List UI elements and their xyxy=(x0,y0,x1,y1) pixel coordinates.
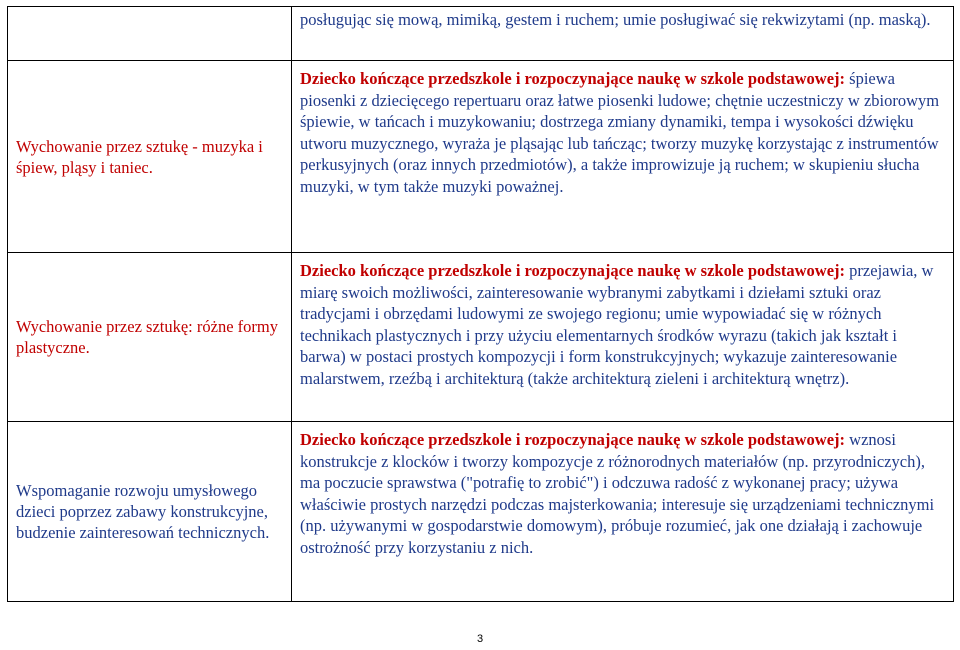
area-cell xyxy=(8,422,292,602)
table-row xyxy=(8,7,954,61)
content-cell xyxy=(292,7,954,61)
table-row xyxy=(8,253,954,422)
area-label: Wychowanie przez sztukę - muzyka i śpiew, pląsy i taniec. xyxy=(16,136,263,177)
content-body: śpiewa piosenki z dziecięcego repertuaru oraz łatwe piosenki ludowe; chętnie uczestniczy w zbiorowym śpiewie, w tańcach i muzykowaniu; dostrzega zmiany dynamiki, tempa i wysokości dźwięku utworu muzycznego, wyraża je pląsając lub tańcząc; tworzy muzykę korzystając z instrumentów perkusyjnych (oraz innych przedmiotów), a także improwizuje ją ruchem; w skupieniu słucha muzyki, w tym także muzyki poważnej. xyxy=(300,69,940,196)
table-row xyxy=(8,422,954,602)
content-body: posługując się mową, mimiką, gestem i ruchem; umie posługiwać się rekwizytami (np. maską). xyxy=(300,10,931,29)
content-cell xyxy=(292,253,954,422)
area-label: Wspomaganie rozwoju umysłowego dzieci poprzez zabawy konstrukcyjne, budzenie zainteresowań technicznych. xyxy=(16,481,270,542)
content-body: wznosi konstrukcje z klocków i tworzy kompozycje z różnorodnych materiałów (np. przyrodniczych), ma poczucie sprawstwa ("potrafię to zrobić") i odczuwa radość z wykonanej pracy; używa właściwie prostych narzędzi podczas majsterkowania; interesuje się urządzeniami technicznymi (np. używanymi w gospodarstwie domowym), próbuje rozumieć, jak one działają i zachowuje ostrożność przy korzystaniu z nich. xyxy=(300,430,935,557)
table-row xyxy=(8,61,954,253)
content-lead: Dziecko kończące przedszkole i rozpoczynające naukę w szkole podstawowej: xyxy=(300,261,846,280)
page-number: 3 xyxy=(476,633,484,645)
curriculum-table xyxy=(7,6,954,602)
content-cell xyxy=(292,422,954,602)
area-cell xyxy=(8,253,292,422)
content-cell xyxy=(292,61,954,253)
content-body: przejawia, w miarę swoich możliwości, zainteresowanie wybranymi zabytkami i dziełami sztuki oraz tradycjami i obrzędami ludowymi ze swojego regionu; umie wypowiadać się w różnych technikach plastycznych i przy użyciu elementarnych środków wyrazu (takich jak kształt i barwa) w postaci prostych kompozycji i form konstrukcyjnych; wykazuje zainteresowanie malarstwem, rzeźbą i architekturą (także architekturą zieleni i architekturą wnętrz). xyxy=(300,261,934,388)
area-cell xyxy=(8,7,292,61)
content-lead: Dziecko kończące przedszkole i rozpoczynające naukę w szkole podstawowej: xyxy=(300,69,846,88)
content-lead: Dziecko kończące przedszkole i rozpoczynające naukę w szkole podstawowej: xyxy=(300,430,846,449)
area-label: Wychowanie przez sztukę: różne formy plastyczne. xyxy=(16,317,278,357)
area-cell xyxy=(8,61,292,253)
